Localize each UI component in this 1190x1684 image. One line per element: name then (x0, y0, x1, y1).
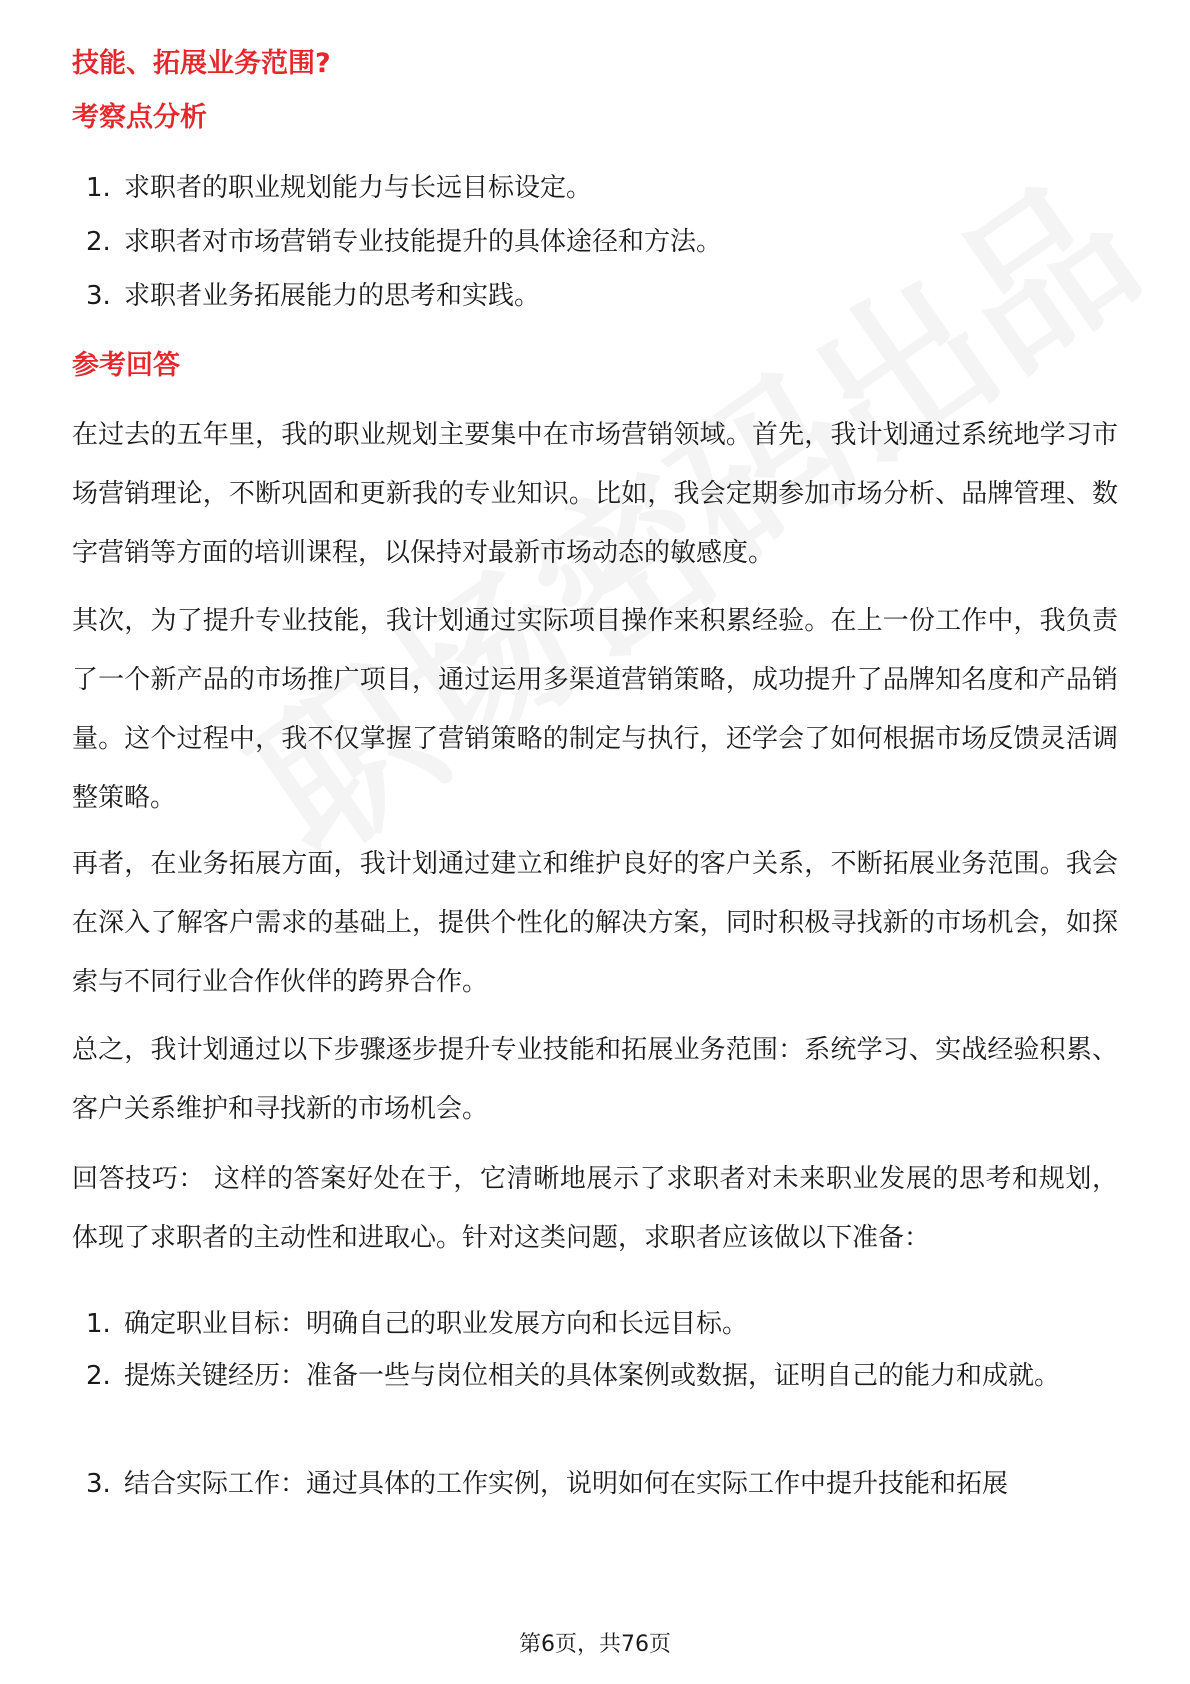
list-number: 2. (86, 227, 111, 257)
list-number: 3. (86, 281, 111, 311)
analysis-heading: 考察点分析 (72, 102, 207, 133)
answer-paragraph-3: 再者，在业务拓展方面，我计划通过建立和维护良好的客户关系，不断拓展业务范围。我会在深入了解客户需求的基础上，提供个性化的解决方案，同时积极寻找新的市场机会，如探索与不同行业合作伙伴的跨界合作。 (72, 849, 1118, 997)
answer-paragraph-2: 其次，为了提升专业技能，我计划通过实际项目操作来积累经验。在上一份工作中，我负责了一个新产品的市场推广项目，通过运用多渠道营销策略，成功提升了品牌知名度和产品销量。这个过程中，我不仅掌握了营销策略的制定与执行，还学会了如何根据市场反馈灵活调整策略。 (72, 606, 1118, 813)
list-text: 结合实际工作：通过具体的工作实例，说明如何在实际工作中提升技能和拓展 (124, 1469, 1009, 1499)
list-number: 1. (86, 1309, 111, 1339)
answer-paragraph-1: 在过去的五年里，我的职业规划主要集中在市场营销领域。首先，我计划通过系统地学习市场营销理论，不断巩固和更新我的专业知识。比如，我会定期参加市场分析、品牌管理、数字营销等方面的培训课程，以保持对最新市场动态的敏感度。 (72, 420, 1118, 568)
list-text: 确定职业目标：明确自己的职业发展方向和长远目标。 (124, 1309, 749, 1339)
list-number: 3. (86, 1469, 111, 1499)
list-text: 求职者对市场营销专业技能提升的具体途径和方法。 (124, 227, 723, 257)
list-text: 求职者的职业规划能力与长远目标设定。 (124, 173, 593, 203)
answer-heading: 参考回答 (72, 350, 180, 381)
answer-paragraph-4: 总之，我计划通过以下步骤逐步提升专业技能和拓展业务范围：系统学习、实战经验积累、客户关系维护和寻找新的市场机会。 (72, 1035, 1118, 1124)
page-number-footer: 第6页，共76页 (519, 1632, 671, 1657)
list-text: 提炼关键经历：准备一些与岗位相关的具体案例或数据，证明自己的能力和成就。 (124, 1361, 1061, 1391)
question-heading-continued: 技能、拓展业务范围? (72, 48, 331, 79)
answer-tips-paragraph: 回答技巧： 这样的答案好处在于，它清晰地展示了求职者对未来职业发展的思考和规划，体现了求职者的主动性和进取心。针对这类问题，求职者应该做以下准备： (72, 1164, 1118, 1253)
list-number: 2. (86, 1361, 111, 1391)
list-number: 1. (86, 173, 111, 203)
list-text: 求职者业务拓展能力的思考和实践。 (124, 281, 541, 311)
